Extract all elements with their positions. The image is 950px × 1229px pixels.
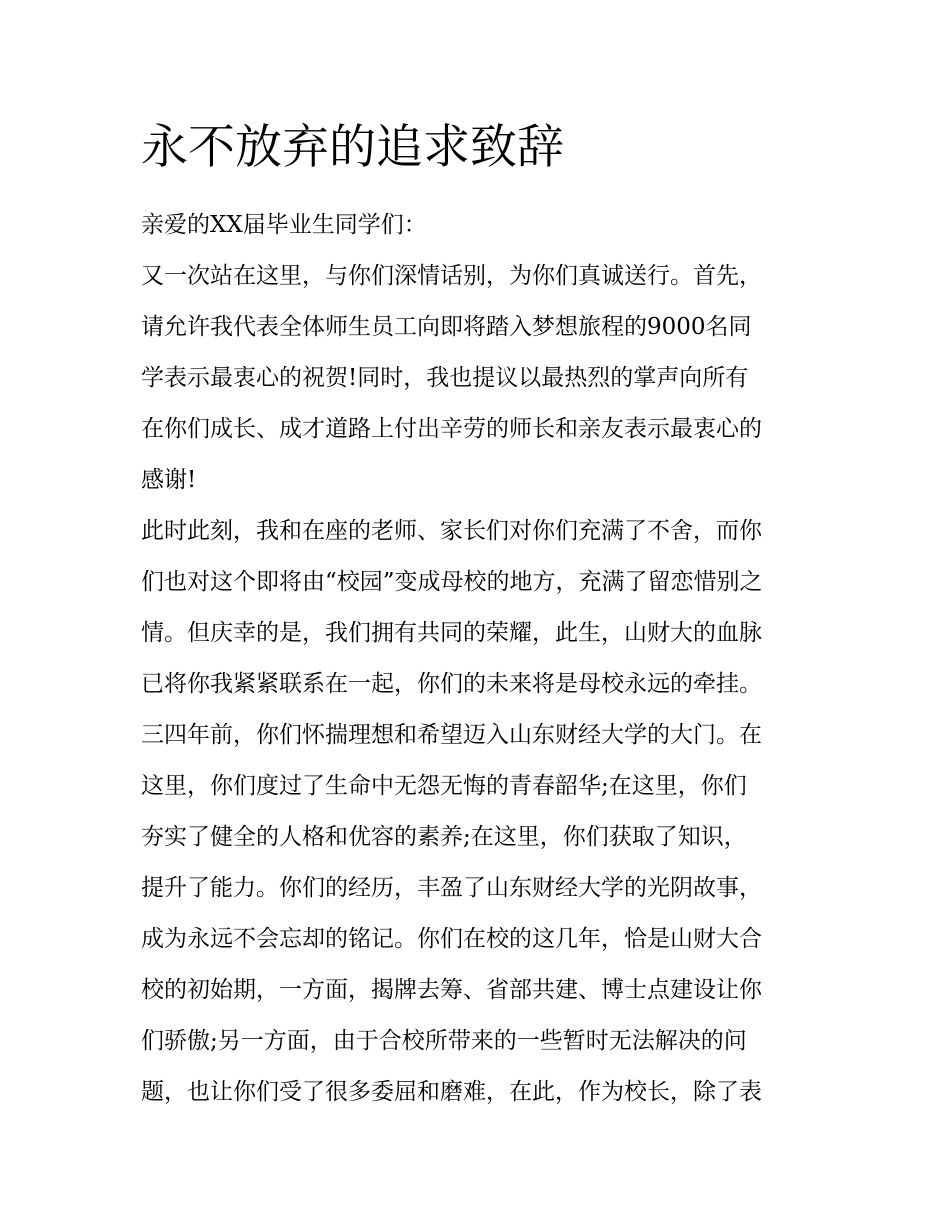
body-line: 情。但庆幸的是，我们拥有共同的荣耀，此生，山财大的血脉 <box>141 620 762 646</box>
body-line: 成为永远不会忘却的铭记。你们在校的这几年，恰是山财大合 <box>141 926 762 952</box>
body-line: 在你们成长、成才道路上付出辛劳的师长和亲友表示最衷心的 <box>141 416 762 442</box>
body-line: 题，也让你们受了很多委屈和磨难，在此，作为校长，除了表 <box>141 1079 762 1105</box>
body-line: 夯实了健全的人格和优容的素养;在这里，你们获取了知识， <box>141 824 747 850</box>
body-line: 请允许我代表全体师生员工向即将踏入梦想旅程的9000名同 <box>141 314 752 340</box>
body-line: 提升了能力。你们的经历，丰盈了山东财经大学的光阴故事， <box>141 875 762 901</box>
body-line: 校的初始期，一方面，揭牌去筹、省部共建、博士点建设让你 <box>141 977 762 1003</box>
document-title: 永不放弃的追求致辞 <box>141 120 564 175</box>
salutation-line: 亲爱的XX届毕业生同学们： <box>141 212 427 238</box>
body-line: 已将你我紧紧联系在一起，你们的未来将是母校永远的牵挂。 <box>141 671 762 697</box>
body-line: 此时此刻，我和在座的老师、家长们对你们充满了不舍，而你 <box>141 518 762 544</box>
body-line: 感谢! <box>141 467 197 493</box>
body-line: 们骄傲;另一方面，由于合校所带来的一些暂时无法解决的问 <box>141 1028 747 1054</box>
document-body <box>141 112 811 1118</box>
body-line: 这里，你们度过了生命中无怨无悔的青春韶华;在这里，你们 <box>141 773 747 799</box>
body-line: 学表示最衷心的祝贺!同时，我也提议以最热烈的掌声向所有 <box>141 365 749 391</box>
body-line: 们也对这个即将由“校园”变成母校的地方，充满了留恋惜别之 <box>141 569 763 595</box>
body-line: 三四年前，你们怀揣理想和希望迈入山东财经大学的大门。在 <box>141 722 762 748</box>
body-line: 又一次站在这里，与你们深情话别，为你们真诚送行。首先， <box>141 263 762 289</box>
